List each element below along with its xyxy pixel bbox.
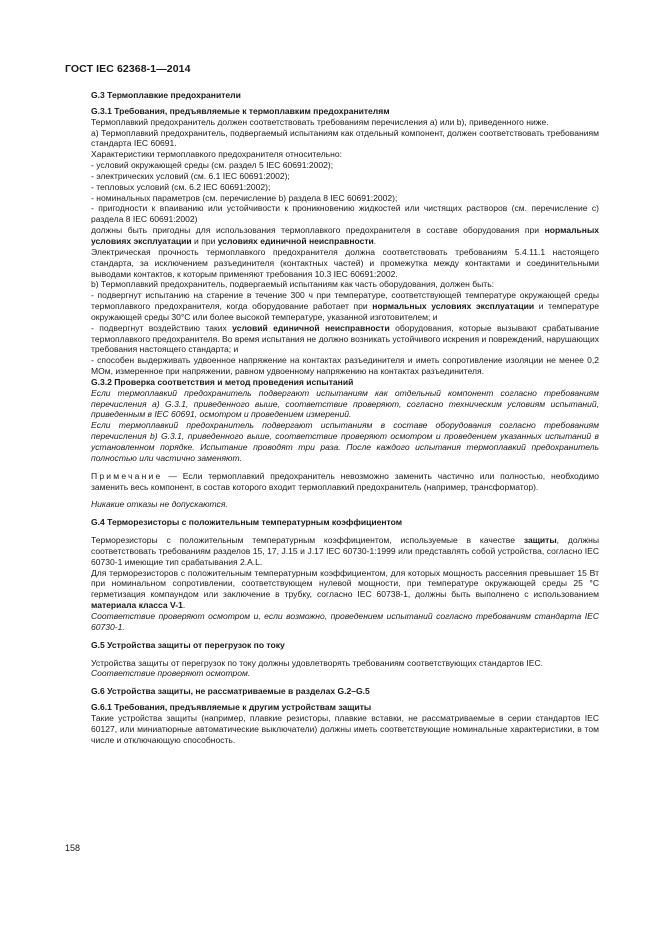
note: Примечание — Если термоплавкий предохранитель невозможно заменить частично или полностью, необходимо заменить весь компонент, в состав которого входит термоплавкий предохранитель (например, трансформатор). (91, 470, 599, 492)
term-bold: нормальных условиях эксплуатации (372, 301, 535, 312)
term-bold: защиты (523, 535, 557, 546)
compliance-text: Если термоплавкий предохранитель подвергают испытаниям в составе оборудования согласно требованиям перечисления b) G.3.1, приведенного выше, соответствие проверяют осмотром и проведением указанных испытаний в установленном порядке. Испытание проводят три раза. После каждого испытания термоплавкий предохранитель полностью или частично заменяют. (91, 420, 599, 463)
paragraph: b) Термоплавкий предохранитель, подвергаемый испытаниям как часть оборудования, должен быть: (91, 279, 495, 290)
compliance-text: Соответствие проверяют осмотром и, если возможно, проведением испытаний согласно требованиям стандарта IEC 60730-1. (91, 610, 599, 632)
section-heading-g4: G.4 Терморезисторы с положительным температурным коэффициентом (91, 517, 403, 528)
term-bold: нормальных условиях эксплуатации (91, 225, 599, 246)
term-bold: условий единичной неисправности (232, 322, 390, 333)
paragraph: - способен выдерживать удвоенное напряжение на контактах разъединителя и иметь сопротивление изоляции не менее 0,2 МОм, измеренное при напряжении, равном удвоенному напряжению на контактах разъединителя. (91, 355, 599, 377)
list-item: - тепловых условий (см. 6.2 IEC 60691:2002); (91, 181, 271, 192)
section-heading-g6: G.6 Устройства защиты, не рассматриваемые в разделах G.2–G.5 (91, 686, 370, 697)
paragraph: Для терморезисторов с положительным температурным коэффициентом, для которых мощность рассеяния превышает 15 Вт при номинальном сопротивлении, соответствующем нулевой мощности, при температуре окружающей среды 25 °С герметизация компаундом или заключение в трубку, согласно IEC 60738-1, должны быть выполнено с использованием материала класса V-1. (91, 567, 599, 611)
compliance-text: Соответствие проверяют осмотром. (91, 668, 251, 679)
paragraph: - подвергнут испытанию на старение в течение 300 ч при температуре, соответствующей температуре окружающей среды термоплавкого предохранителя, когда оборудование работает при нормальных условиях эксплуатации и температуре окружающей среды 30°С или более высокой температуре, указанной изготовителем; и (91, 290, 599, 322)
note-label: Примечание (91, 470, 163, 481)
section-heading-g5: G.5 Устройства защиты от перегрузок по току (91, 639, 285, 650)
document-header: ГОСТ IEC 62368-1—2014 (65, 63, 191, 75)
paragraph: Устройства защиты от перегрузок по току должны удовлетворять требованиям соответствующих стандартов IEC. (91, 657, 543, 668)
subsection-heading-g32: G.3.2 Проверка соответствия и метод проведения испытаний (91, 376, 354, 387)
paragraph: Терморезисторы с положительным температурным коэффициентом, используемые в качестве защиты, должны соответствовать требованиям разделов 15, 17, J.15 и J.17 IEC 60730-1:1999 или представлять собой устройства, согласно IEC 60730-1 имеющие тип срабатывания 2.A.L. (91, 535, 599, 567)
term-bold: условиях единичной неисправности (217, 235, 374, 246)
section-heading-g3: G.3 Термоплавкие предохранители (91, 90, 241, 100)
compliance-text: Если термоплавкий предохранитель подвергают испытаниям как отдельный компонент согласно требованиям перечисления а) G.3.1, приведенного выше, соответствие проверяют, согласно техническим условиям испытаний, приведенным в IEC 60691, осмотром и проведением измерений. (91, 387, 599, 420)
paragraph: - подвергнут воздействию таких условий единичной неисправности оборудования, которые вызывают срабатывание термоплавкого предохранителя. Во время испытания не должно возникать устойчивого искрения и повреждений, нарушающих требования настоящего стандарта; и (91, 322, 600, 355)
page-number: 158 (65, 843, 81, 853)
list-item: - условий окружающей среды (см. раздел 5 IEC 60691:2002); (91, 160, 334, 171)
list-item: - номинальных параметров (см. перечисление b) раздела 8 IEC 60691:2002); (91, 192, 398, 203)
paragraph: должны быть пригодны для использования термоплавкого предохранителя в составе оборудования при нормальных условиях эксплуатации и при условиях единичной неисправности. (91, 225, 599, 246)
paragraph: Характеристики термоплавкого предохранителя относительно: (91, 149, 342, 160)
page-content (91, 90, 599, 745)
term-bold: материала класса V-1 (91, 600, 183, 611)
paragraph: а) Термоплавкий предохранитель, подвергаемый испытаниям как отдельный компонент, должен соответствовать требованиям стандарта IEC 60691. (91, 127, 599, 149)
paragraph: Термоплавкий предохранитель должен соответствовать требованиям перечисления а) или b), приведенного ниже. (91, 116, 549, 127)
subsection-heading-g31: G.3.1 Требования, предъявляемые к термоплавким предохранителям (91, 105, 390, 116)
list-item: - электрических условий (см. 6.1 IEC 60691:2002); (91, 170, 290, 181)
subsection-heading-g61: G.6.1 Требования, предъявляемые к другим устройствам защиты (91, 702, 372, 713)
compliance-text: Никакие отказы не допускаются. (91, 499, 228, 510)
paragraph: Такие устройства защиты (например, плавкие резисторы, плавкие вставки, не рассматриваемые в серии стандартов IEC 60127, или миниатюрные автоматические выключатели) должны иметь соответствующие номинальные характеристики, в том числе и отключающую способность. (91, 712, 599, 745)
list-item: - пригодности к впаиванию или устойчивости к проникновению жидкостей или чистящих растворов (см. перечисление с) раздела 8 IEC 60691:2002) (91, 203, 599, 225)
paragraph: Электрическая прочность термоплавкого предохранителя должна соответствовать требованиям 5.4.11.1 настоящего стандарта, за исключением разъединителя (контактных частей) и промежутка между контактами и соединительными выводами контактов, к которым применяют требования 10.3 IEC 60691:2002. (91, 246, 599, 279)
